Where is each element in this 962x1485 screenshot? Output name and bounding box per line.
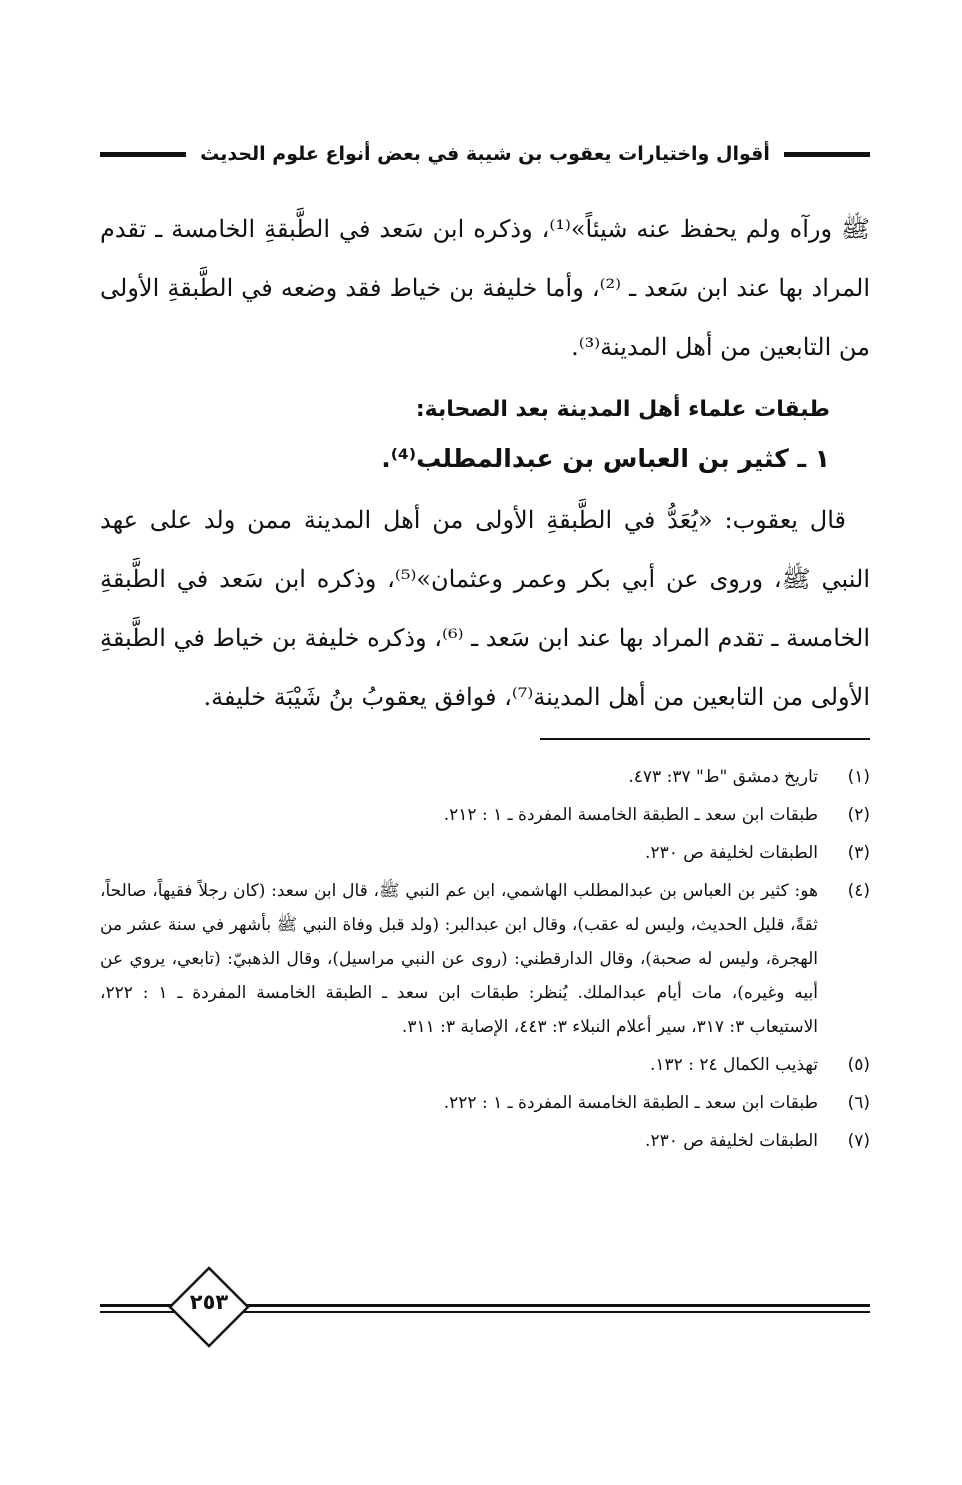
footnote-text: تاريخ دمشق "ط" ٣٧: ٤٧٣. — [628, 767, 818, 787]
section-heading: طبقات علماء أهل المدينة بعد الصحابة: — [415, 397, 830, 422]
paragraph-entry: قال يعقوب: «يُعَدُّ في الطَّبقةِ الأولى من أهل المدينة ممن ولد على عهد النبي ﷺ، وروى عن أبي بكر وعمر وعثمان»⁽⁵⁾، وذكره ابن سَعد في الطَّبقةِ الخامسة ـ تقدم المراد بها عند ابن سَعد ـ ⁽⁶⁾، وذكره خليفة بن خياط في الطَّبقةِ الأولى من التابعين من أهل المدينة⁽⁷⁾، فوافق يعقوبُ بنُ شَيْبَة خليفة. — [100, 506, 870, 711]
footnote-text: طبقات ابن سعد ـ الطبقة الخامسة المفردة ـ ١ : ٢١٢. — [443, 805, 818, 825]
paragraph-continuation: ﷺ ورآه ولم يحفظ عنه شيئاً»⁽¹⁾، وذكره ابن سَعد في الطَّبقةِ الخامسة ـ تقدم المراد بها عند ابن سَعد ـ ⁽²⁾، وأما خليفة بن خياط فقد وضعه في الطَّبقةِ الأولى من التابعين من أهل المدينة⁽³⁾. — [100, 215, 870, 361]
footnote-item — [100, 836, 870, 870]
footnote-item — [100, 798, 870, 832]
footnote-number: (٧) — [847, 1131, 870, 1151]
entry-heading: ١ ـ كثير بن العباس بن عبدالمطلب⁽⁴⁾. — [381, 444, 830, 473]
running-header — [100, 138, 870, 170]
footnote-number: (٣) — [847, 843, 870, 863]
header-rule-left — [100, 152, 186, 157]
footnote-text: تهذيب الكمال ٢٤ : ١٣٢. — [650, 1055, 818, 1075]
footnotes — [100, 756, 870, 1162]
footnote-item — [100, 760, 870, 794]
footnote-number: (١) — [847, 767, 870, 787]
footnote-separator — [540, 738, 870, 740]
footnote-text: طبقات ابن سعد ـ الطبقة الخامسة المفردة ـ ١ : ٢٢٢. — [443, 1093, 818, 1113]
footnote-text: الطبقات لخليفة ص ٢٣٠. — [645, 843, 818, 863]
footnote-number: (٤) — [847, 881, 870, 901]
page-footer — [100, 1282, 870, 1332]
footnote-text: هو: كثير بن العباس بن عبدالمطلب الهاشمي، ابن عم النبي ﷺ، قال ابن سعد: (كان رجلاً فقيهاً، صالحاً، ثقةً، قليل الحديث، وليس له عقب)، وقال ابن عبدالبر: (ولد قبل وفاة النبي ﷺ بأشهر في سنة عشر من الهجرة، وليس له صحبة)، وقال الدارقطني: (روى عن النبي مراسيل)، وقال الذهبيّ: (تابعي، يروي عن أبيه وغيره)، مات أيام عبدالملك. يُنظر: طبقات ابن سعد ـ الطبقة الخامسة المفردة ـ ١ : ٢٢٢، الاستيعاب ٣: ٣١٧، سير أعلام النبلاء ٣: ٤٤٣، الإصابة ٣: ٣١١. — [100, 881, 818, 1037]
page-number: ٢٥٣ — [189, 1290, 229, 1314]
footnote-item — [100, 1048, 870, 1082]
header-rule-right — [784, 152, 870, 157]
footnote-number: (٢) — [847, 805, 870, 825]
footnote-item — [100, 874, 870, 1044]
main-text — [100, 200, 870, 727]
footnote-number: (٥) — [847, 1055, 870, 1075]
footnote-item — [100, 1086, 870, 1120]
footnote-text: الطبقات لخليفة ص ٢٣٠. — [645, 1131, 818, 1151]
running-header-title: أقوال واختيارات يعقوب بن شيبة في بعض أنواع علوم الحديث — [200, 143, 770, 165]
footnote-number: (٦) — [847, 1093, 870, 1113]
footnote-item — [100, 1124, 870, 1158]
